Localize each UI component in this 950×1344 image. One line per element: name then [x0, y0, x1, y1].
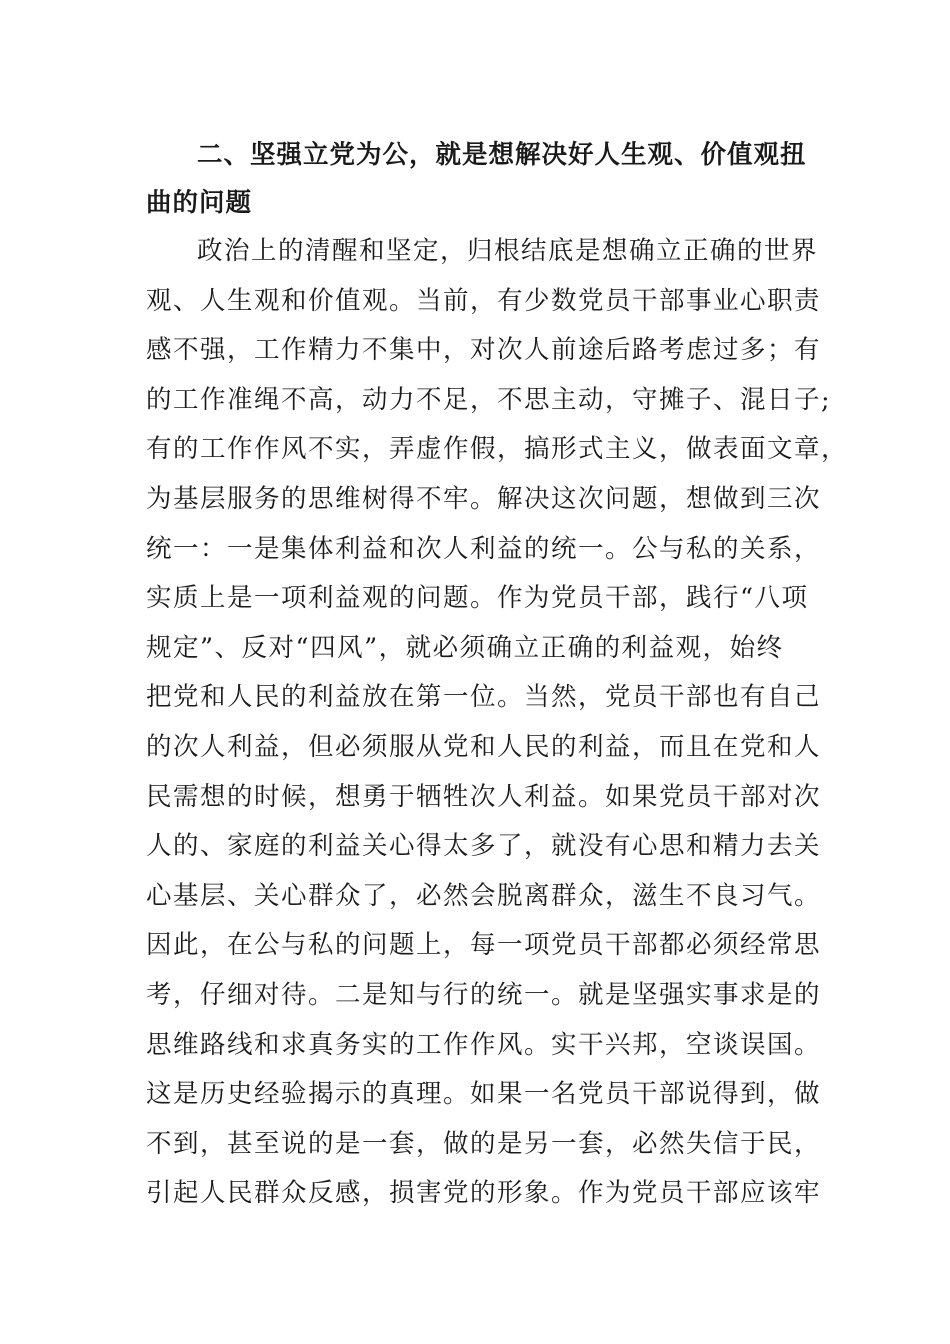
- section-heading-line-2: 曲的问题: [146, 188, 253, 218]
- paragraph-line: 人的、家庭的利益关心得太多了，就没有心思和精力去关: [146, 831, 822, 862]
- paragraph-line: 政治上的清醒和坚定，归根结底是想确立正确的世界: [197, 236, 819, 266]
- paragraph-line: 心基层、关心群众了，必然会脱离群众，滋生不良习气。: [146, 880, 822, 911]
- paragraph-line: 为基层服务的思维树得不牢。解决这次问题，想做到三次: [146, 483, 822, 514]
- paragraph-line: 引起人民群众反感，损害党的形象。作为党员干部应该牢: [146, 1178, 822, 1209]
- paragraph-line: 实质上是一项利益观的问题。作为党员干部，践行“八项: [146, 583, 809, 614]
- section-heading-line-1: 二、坚强立党为公，就是想解决好人生观、价值观扭: [197, 140, 807, 170]
- paragraph-line: 统一：一是集体利益和次人利益的统一。公与私的关系，: [146, 533, 822, 564]
- paragraph-line: 规定”、反对“四风”，就必须确立正确的利益观，始终: [146, 632, 784, 663]
- paragraph-line: 因此，在公与私的问题上，每一项党员干部都必须经常思: [146, 930, 822, 961]
- paragraph-line: 有的工作作风不实，弄虚作假，搞形式主义，做表面文章，: [146, 434, 849, 465]
- paragraph-line: 考，仔细对待。二是知与行的统一。就是坚强实事求是的: [146, 979, 822, 1010]
- paragraph-line: 不到，甚至说的是一套，做的是另一套，必然失信于民，: [146, 1128, 822, 1159]
- paragraph-line: 思维路线和求真务实的工作作风。实干兴邦，空谈误国。: [146, 1029, 822, 1060]
- paragraph-line: 民需想的时候，想勇于牺牲次人利益。如果党员干部对次: [146, 781, 822, 812]
- paragraph-line: 的工作准绳不高，动力不足，不思主动，守摊子、混日子;: [146, 384, 832, 415]
- document-body: [146, 131, 849, 1219]
- paragraph-line: 观、人生观和价值观。当前，有少数党员干部事业心职责: [146, 285, 822, 316]
- paragraph-line: 这是历史经验揭示的真理。如果一名党员干部说得到，做: [146, 1079, 822, 1110]
- paragraph-line: 的次人利益，但必须服从党和人民的利益，而且在党和人: [146, 731, 822, 762]
- paragraph-line: 感不强，工作精力不集中，对次人前途后路考虑过多；有: [146, 335, 822, 366]
- paragraph-line: 把党和人民的利益放在第一位。当然，党员干部也有自己: [146, 682, 822, 713]
